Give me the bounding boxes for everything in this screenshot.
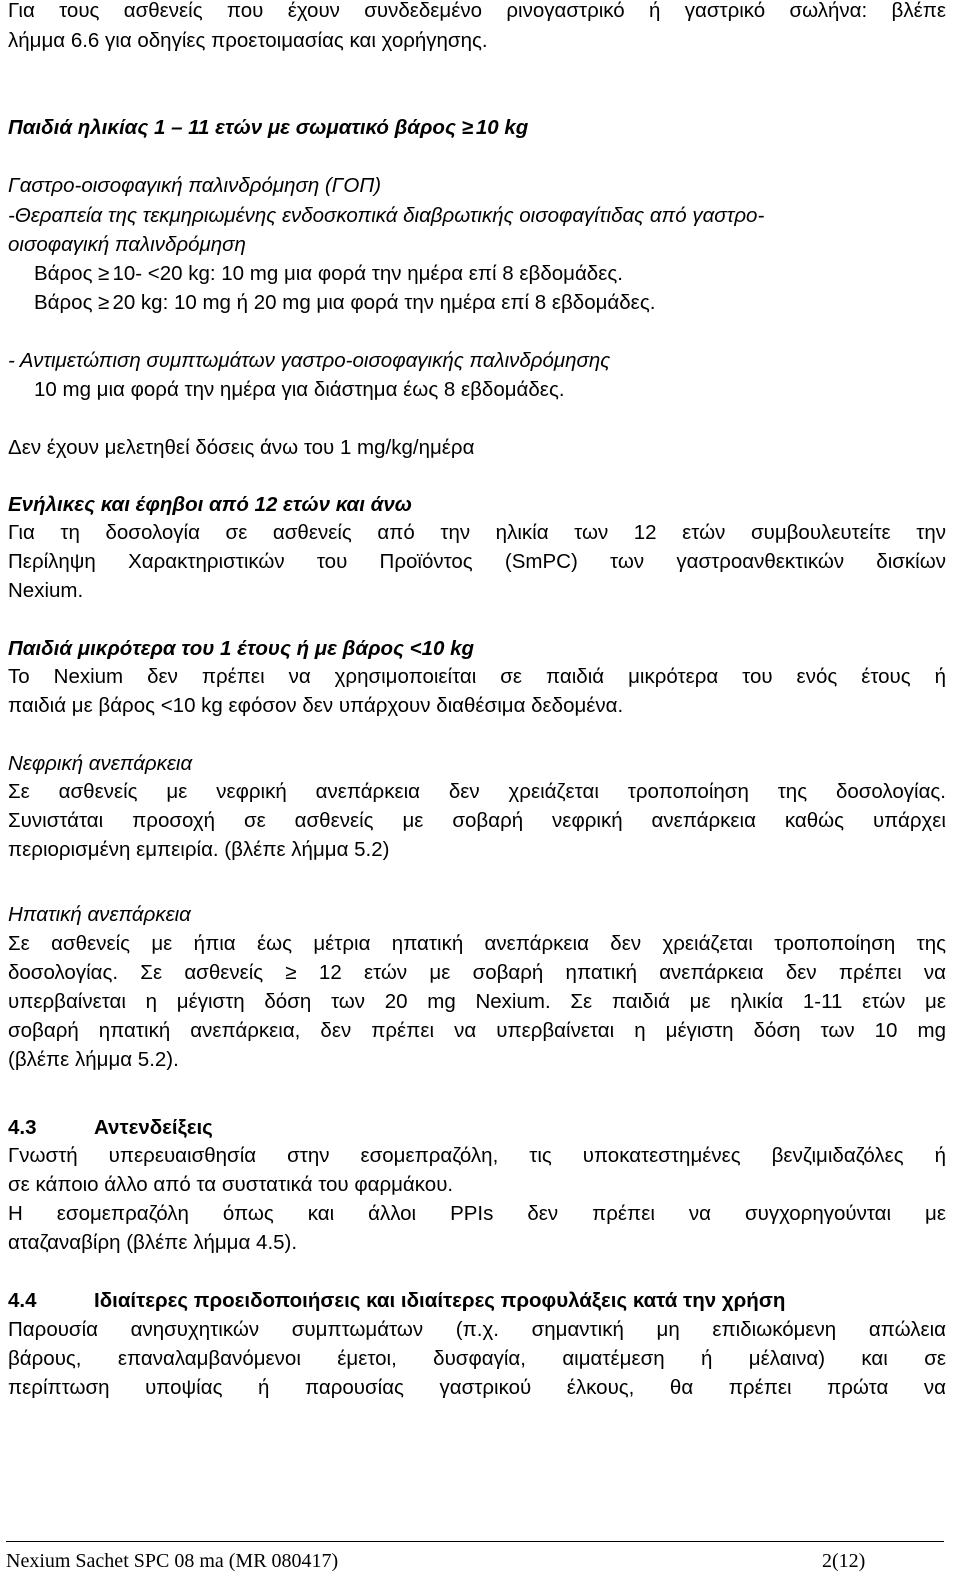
renal-line-1: Σε ασθενείς με νεφρική ανεπάρκεια δεν χρειάζεται τροποποίηση της δοσολογίας. [8,780,946,803]
intro-line-1: Για τους ασθενείς που έχουν συνδεδεμένο ρινογαστρικό ή γαστρικό σωλήνα: βλέπε [8,0,946,22]
warning-line-2: βάρους, επαναλαμβανόμενοι έμετοι, δυσφαγία, αιματέμεση ή μέλαινα) και σε [8,1347,946,1370]
footer-document-id: Nexium Sachet SPC 08 ma (MR 080417) [6,1550,339,1572]
adults-heading: Ενήλικες και έφηβοι από 12 ετών και άνω [8,493,412,516]
contra-line-2: σε κάποιο άλλο από τα συστατικά του φαρμάκου. [8,1173,454,1196]
weight-label: Βάρος [34,291,93,314]
children-heading-suffix: 10 kg [475,116,529,139]
warning-line-3: περίπτωση υποψίας ή παρουσίας γαστρικού έλκους, θα πρέπει πρώτα να [8,1376,946,1399]
hepatic-heading: Ηπατική ανεπάρκεια [8,903,191,926]
hepatic-line-5: (βλέπε λήμμα 5.2). [8,1048,179,1071]
weight-dose-line-1 [34,259,623,289]
section-4-4-heading [8,1286,785,1316]
hepatic-line-2-start: δοσολογίας. Σε ασθενείς [8,961,264,984]
adults-line-1: Για τη δοσολογία σε ασθενείς από την ηλικία των 12 ετών συμβουλευτείτε την [8,521,946,544]
section-4-3-heading [8,1113,213,1143]
symptom-dose: 10 mg μια φορά την ημέρα για διάστημα έως 8 εβδομάδες. [34,378,565,401]
hepatic-line-4: σοβαρή ηπατική ανεπάρκεια, δεν πρέπει να υπερβαίνεται η μέγιστη δόση των 10 mg [8,1019,946,1042]
gerd-title: Γαστρο-οισοφαγική παλινδρόμηση (ΓΟΠ) [8,174,382,197]
adults-line-2: Περίληψη Χαρακτηριστικών του Προϊόντος (SmPC) των γαστροανθεκτικών δισκίων [8,550,946,573]
under1-line-2: παιδιά με βάρος <10 kg εφόσον δεν υπάρχουν διαθέσιμα δεδομένα. [8,694,624,717]
no-doses-note: Δεν έχουν μελετηθεί δόσεις άνω του 1 mg/kg/ημέρα [8,436,475,459]
warning-line-1: Παρουσία ανησυχητικών συμπτωμάτων (π.χ. σημαντική μη επιδιωκόμενη απώλεια [8,1318,946,1341]
symptom-title: - Αντιμετώπιση συμπτωμάτων γαστρο-οισοφαγικής παλινδρόμησης [8,349,611,372]
section-title: Αντενδείξεις [94,1116,213,1139]
weight-label: Βάρος [34,262,93,285]
hepatic-line-1: Σε ασθενείς με ήπια έως μέτρια ηπατική ανεπάρκεια δεν χρειάζεται τροποποίηση της [8,932,946,955]
hepatic-line-3: υπερβαίνεται η μέγιστη δόση των 20 mg Nexium. Σε παιδιά με ηλικία 1-11 ετών με [8,990,946,1013]
hepatic-line-2-end: 12 ετών με σοβαρή ηπατική ανεπάρκεια δεν πρέπει να [318,961,946,984]
under1-line-1: Το Nexium δεν πρέπει να χρησιμοποιείται σε παιδιά μικρότερα του ενός έτους ή [8,665,946,688]
greater-equal-symbol: ≥ [461,116,473,139]
weight-dose-text: 20 kg: 10 mg ή 20 mg μια φορά την ημέρα επί 8 εβδομάδες. [112,291,656,314]
renal-line-2: Συνιστάται προσοχή σε ασθενείς με σοβαρή νεφρική ανεπάρκεια καθώς υπάρχει [8,809,946,832]
gerd-treatment-line-2: οισοφαγική παλινδρόμηση [8,233,246,256]
section-title: Ιδιαίτερες προειδοποιήσεις και ιδιαίτερες προφυλάξεις κατά την χρήση [94,1289,786,1312]
contra-line-4: αταζαναβίρη (βλέπε λήμμα 4.5). [8,1231,298,1254]
intro-line-2: λήμμα 6.6 για οδηγίες προετοιμασίας και χορήγησης. [8,29,488,52]
contra-line-1: Γνωστή υπερευαισθησία στην εσομεπραζόλη, τις υποκατεστημένες βενζιμιδαζόλες ή [8,1144,946,1167]
weight-dose-text: 10- <20 kg: 10 mg μια φορά την ημέρα επί 8 εβδομάδες. [112,262,623,285]
page-footer [6,1541,944,1584]
footer-page-number: 2(12) [822,1550,866,1572]
weight-dose-line-2 [34,288,655,318]
children-heading [8,113,528,143]
hepatic-line-2 [8,958,946,988]
contra-line-3: Η εσομεπραζόλη όπως και άλλοι PPIs δεν πρέπει να συγχορηγούνται με [8,1202,946,1225]
renal-heading: Νεφρική ανεπάρκεια [8,752,193,775]
section-number: 4.4 [8,1289,37,1312]
greater-equal-symbol: ≥ [98,291,110,314]
greater-equal-symbol: ≥ [98,262,110,285]
section-number: 4.3 [8,1116,37,1139]
children-heading-prefix: Παιδιά ηλικίας 1 – 11 ετών με σωματικό βάρος [8,116,456,139]
renal-line-3: περιορισμένη εμπειρία. (βλέπε λήμμα 5.2) [8,838,390,861]
greater-equal-symbol: ≥ [285,961,297,984]
under1-heading: Παιδιά μικρότερα του 1 έτους ή με βάρος <10 kg [8,637,475,660]
adults-line-3: Nexium. [8,579,84,602]
gerd-treatment-line-1: -Θεραπεία της τεκμηριωμένης ενδοσκοπικά διαβρωτικής οισοφαγίτιδας από γαστρο- [8,204,765,227]
